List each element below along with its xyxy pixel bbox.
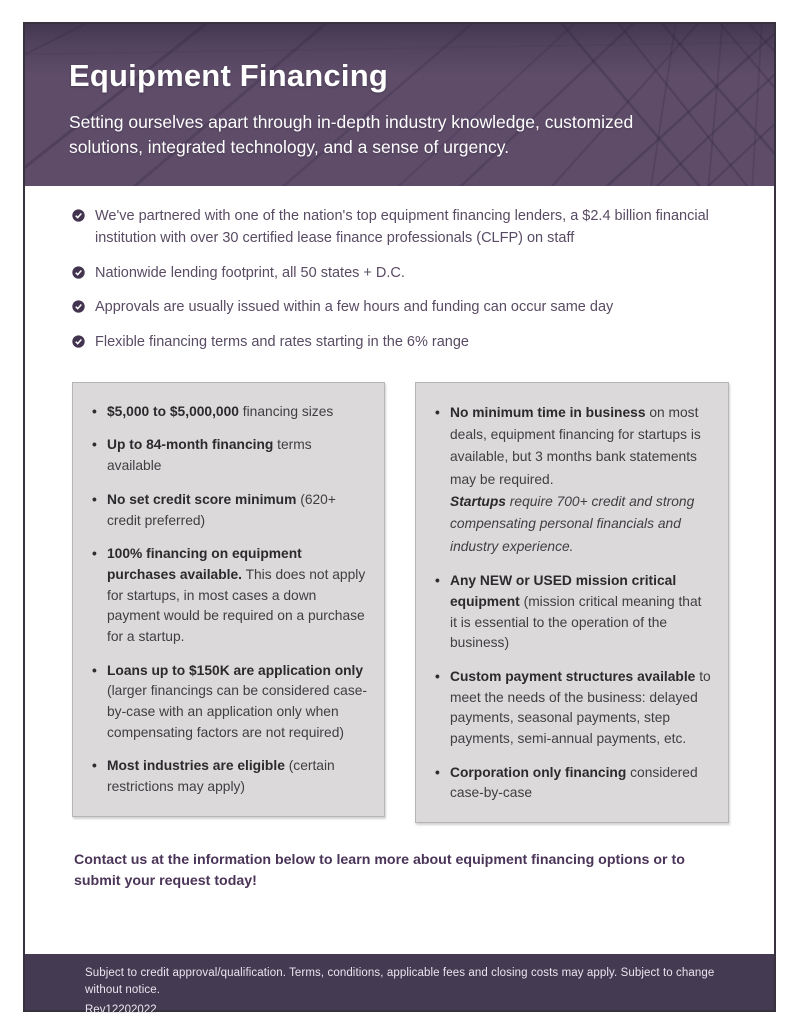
intro-item-text: Approvals are usually issued within a few hours and funding can occur same day (95, 299, 614, 316)
item-bold-text: $5,000 to $5,000,000 (107, 403, 239, 419)
item-bold-text: No set credit score minimum (107, 491, 297, 507)
intro-item-text: Nationwide lending footprint, all 50 states + D.C. (95, 264, 405, 281)
list-item (72, 332, 734, 354)
list-item (433, 667, 712, 750)
financing-terms-box (72, 382, 385, 817)
check-circle-icon (72, 266, 85, 279)
eligibility-box (415, 382, 729, 823)
eligibility-list (433, 402, 712, 804)
list-item (72, 297, 734, 319)
item-text: This does not apply for startups, in most cases a down payment would be required on a purchase for a startup. (107, 566, 366, 644)
item-text: (larger financings can be considered case-by-case with an application only when compensating factors are not required) (107, 683, 367, 740)
item-bold-text: Corporation only financing (450, 764, 627, 780)
detail-boxes-row (72, 382, 729, 823)
item-text: (620+ credit preferred) (107, 491, 336, 528)
item-text: terms available (107, 437, 312, 474)
list-item (90, 402, 368, 423)
item-bold-text: Up to 84-month financing (107, 437, 274, 453)
check-circle-icon (72, 209, 85, 222)
item-text: on most deals, equipment financing for startups is available, but 3 months bank statements may be required. (450, 404, 701, 487)
financing-terms-list (90, 402, 368, 798)
item-text: financing sizes (238, 403, 334, 419)
item-text: (mission critical meaning that it is essential to the operation of the business) (450, 593, 702, 651)
intro-item-text: Flexible financing terms and rates starting in the 6% range (95, 334, 469, 350)
item-bold-text: Any NEW or USED mission critical equipment (450, 573, 677, 609)
item-text: considered case-by-case (450, 764, 698, 801)
list-item (72, 263, 734, 285)
item-italic-note (450, 491, 712, 558)
item-bold-text: Most industries are eligible (107, 758, 285, 774)
list-item (90, 756, 368, 797)
banner-content (25, 24, 774, 161)
item-text: (certain restrictions may apply) (107, 758, 335, 795)
contact-cta-text: Contact us at the information below to learn more about equipment financing options or to submit your request today! (74, 852, 685, 890)
intro-item-text: We've partnered with one of the nation's top equipment financing lenders, a $2.4 billion financial institution with over 30 certified lease finance professionals (CLFP) on staff (95, 208, 709, 246)
list-item (90, 661, 368, 744)
item-text: to meet the needs of the business: delayed payments, seasonal payments, step payments, semi-annual payments, etc. (450, 668, 711, 746)
list-item (433, 763, 712, 804)
page-frame (23, 22, 776, 1016)
intro-bullet-list (72, 206, 734, 354)
list-item (90, 490, 368, 531)
item-bold-text: Loans up to $150K are application only (107, 662, 364, 678)
item-bold-text: No minimum time in business (450, 404, 646, 420)
item-bold-text: Custom payment structures available (450, 668, 696, 684)
list-item (72, 206, 734, 250)
header-banner (25, 24, 774, 186)
footer-revision: Rev12202022 (85, 1003, 157, 1016)
list-item (433, 571, 712, 654)
page-title: Equipment Financing (69, 58, 388, 93)
footer-disclaimer: Subject to credit approval/qualification. Terms, conditions, applicable fees and closing costs may apply. Subject to change without notice. (85, 967, 715, 997)
list-item (90, 544, 368, 647)
list-item (433, 402, 712, 558)
item-bold-text: 100% financing on equipment purchases available. (107, 546, 302, 582)
check-circle-icon (72, 300, 85, 313)
footer-bar (25, 954, 774, 1016)
check-circle-icon (72, 335, 85, 348)
item-italic-text: require 700+ credit and strong compensating personal financials and industry experience. (450, 494, 695, 554)
page-subtitle: Setting ourselves apart through in-depth industry knowledge, customized solutions, integrated technology, and a sense of urgency. (69, 112, 634, 158)
item-bold-italic-text: Startups (450, 494, 506, 510)
list-item (90, 435, 368, 476)
